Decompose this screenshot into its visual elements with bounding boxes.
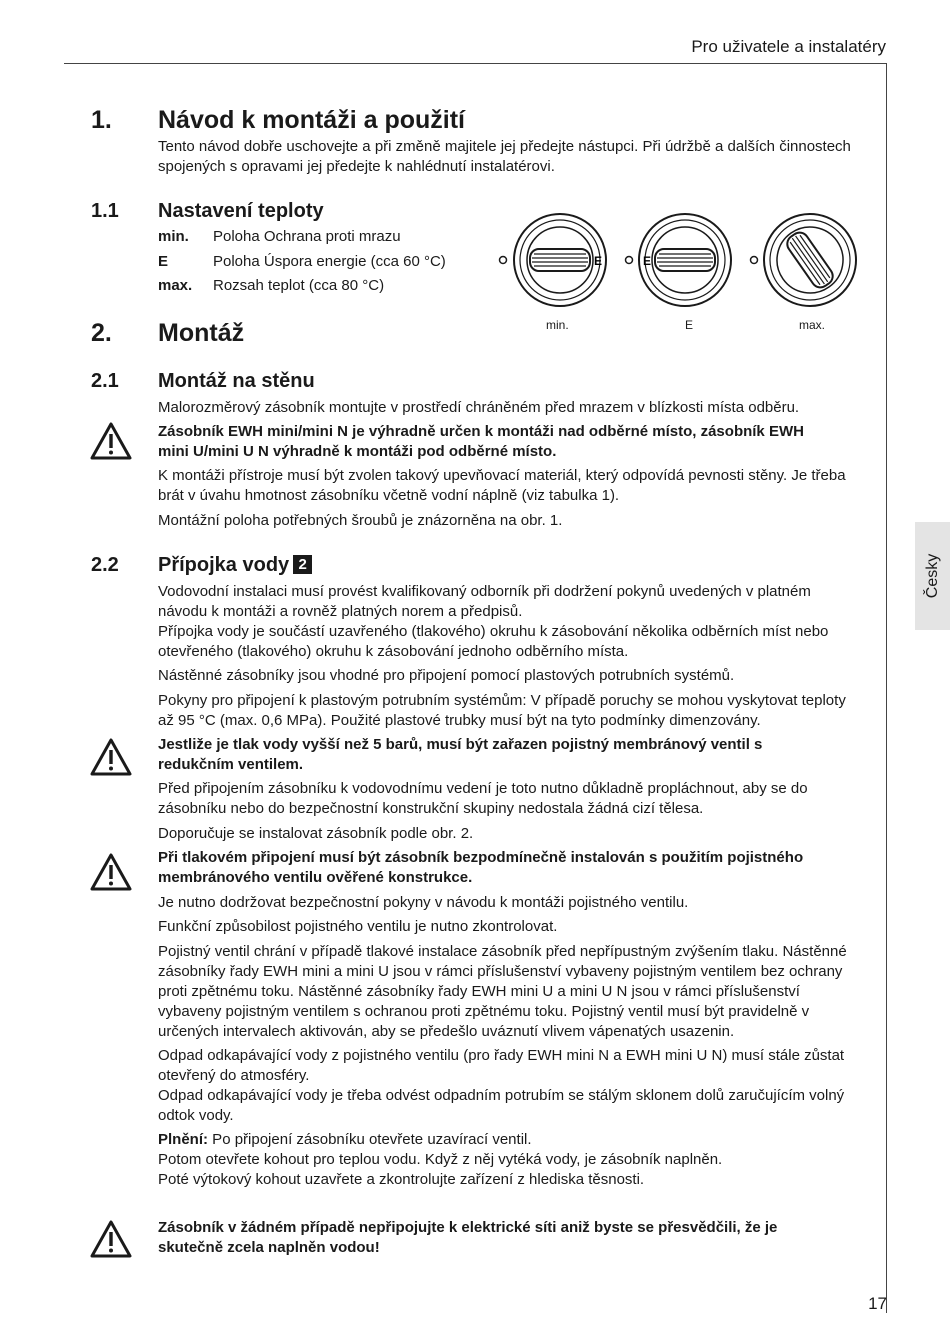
thermostat-knob-min-icon xyxy=(500,257,507,264)
section-2-1-title: Montáž na stěnu xyxy=(158,370,315,392)
right-margin-rule xyxy=(886,63,887,1313)
warning-triangle-icon xyxy=(89,1219,133,1259)
section-1-title: Návod k montáži a použití xyxy=(158,106,465,134)
section-2-number: 2. xyxy=(91,319,112,347)
section-2-1-number: 2.1 xyxy=(91,370,119,392)
figure-ref-badge: 2 xyxy=(293,555,312,574)
section-2-title: Montáž xyxy=(158,319,245,347)
filling-step-3: Poté výtokový kohout uzavřete a zkontrolujte zařízení z hlediska těsnosti. xyxy=(158,1171,645,1188)
section-2-2-para-4: Pokyny pro připojení k plastovým potrubním systémům: V případě poruchy se mohou vyskytovat teploty až 95 °C (max. 0,6 MPa). Použité plastové trubky musí být na tyto podmínky dimenzovány. xyxy=(158,692,846,729)
section-2-2-title-text: Přípojka vody xyxy=(158,554,290,576)
section-2-2-number: 2.2 xyxy=(91,554,119,576)
section-1-text: Tento návod dobře uschovejte a při změně majitele jej předejte nástupci. Při údržbě a dalších činnostech spojených s opravami jej předejte k nahlédnutí instalatérovi. xyxy=(158,138,851,175)
svg-text:E: E xyxy=(594,254,603,268)
setting-value-max: Rozsah teplot (cca 80 °C) xyxy=(213,277,385,294)
thermostat-dials-figure xyxy=(495,210,865,310)
warning-triangle-icon xyxy=(89,421,133,461)
section-2-2-para-6: Doporučuje se instalovat zásobník podle obr. 2. xyxy=(158,825,474,842)
section-2-2-para-10: Odpad odkapávající vody z pojistného ventilu (pro řady EWH mini N a EWH mini U N) musí stále zůstat otevřený do atmosféry. xyxy=(158,1047,845,1084)
warning-triangle-icon xyxy=(89,852,133,892)
setting-value-e: Poloha Úspora energie (cca 60 °C) xyxy=(213,253,446,270)
section-2-2-para-8: Funkční způsobilost pojistného ventilu je nutno zkontrolovat. xyxy=(158,918,558,935)
filling-label: Plnění: xyxy=(158,1131,209,1148)
section-2-2-warning-3: Zásobník v žádném případě nepřipojujte k elektrické síti aniž byste se přesvědčili, že je skutečně zcela naplněn vodou! xyxy=(158,1219,778,1256)
dial-label-max: max. xyxy=(799,318,826,332)
warning-triangle-icon xyxy=(89,737,133,777)
page-header: Pro uživatele a instalatéry xyxy=(691,37,886,56)
language-tab-label: Česky xyxy=(923,553,941,599)
language-tab xyxy=(915,522,950,630)
section-2-2-para-5: Před připojením zásobníku k vodovodnímu vedení je toto nutno důkladně propláchnout, aby se do zásobníku nebo do bezpečnostní konstrukční skupiny nedostala žádná cizí tělesa. xyxy=(158,780,808,817)
section-2-1-para-2: K montáži přístroje musí být zvolen takový upevňovací materiál, který odpovídá pevnosti stěny. Je třeba brát v úvahu hmotnost zásobníku včetně vodní náplně (viz tabulka 1). xyxy=(158,467,846,504)
page-number: 17 xyxy=(868,1294,887,1313)
thermostat-knob-max-icon xyxy=(751,257,758,264)
section-1-1-number: 1.1 xyxy=(91,200,119,222)
section-2-2-filling xyxy=(158,1130,863,1190)
section-1-number: 1. xyxy=(91,106,112,134)
section-2-1-warning: Zásobník EWH mini/mini N je výhradně určen k montáži nad odběrné místo, zásobník EWH mini U/mini U N výhradně k montáži pod odběrné místo. xyxy=(158,423,804,460)
section-2-2-para-11: Odpad odkapávající vody je třeba odvést odpadním potrubím se stálým sklonem dolů zaručujícím volný odtok vody. xyxy=(158,1087,845,1124)
thermostat-knob-e-icon xyxy=(626,257,633,264)
section-2-2-para-1: Vodovodní instalaci musí provést kvalifikovaný odborník při dodržení pokynů uvedených v platném návodu k montáži a rovněž platných norem a předpisů. xyxy=(158,583,811,620)
section-2-1-para-1: Malorozměrový zásobník montujte v prostředí chráněném před mrazem v blízkosti místa odběru. xyxy=(158,399,800,416)
section-2-2-warning-2: Při tlakovém připojení musí být zásobník bezpodmínečně instalován s použitím pojistného membránového ventilu ověřené konstrukce. xyxy=(158,849,804,886)
setting-key-e: E xyxy=(158,253,169,270)
svg-text:E: E xyxy=(643,254,652,268)
section-2-2-title xyxy=(158,554,312,577)
section-2-2-para-3: Nástěnné zásobníky jsou vhodné pro připojení pomocí plastových potrubních systémů. xyxy=(158,667,735,684)
setting-key-max: max. xyxy=(158,277,193,294)
section-2-1-para-3: Montážní poloha potřebných šroubů je znázorněna na obr. 1. xyxy=(158,512,563,529)
header-rule xyxy=(64,63,887,64)
setting-value-min: Poloha Ochrana proti mrazu xyxy=(213,228,401,245)
section-2-2-para-2: Přípojka vody je součástí uzavřeného (tlakového) okruhu k zásobování několika odběrních míst nebo otevřeného (tlakového) okruhu k zásobování jednoho odběrního místa. xyxy=(158,623,829,660)
section-1-1-title: Nastavení teploty xyxy=(158,200,324,222)
dial-label-e: E xyxy=(685,318,694,332)
setting-key-min: min. xyxy=(158,228,189,245)
dial-label-min: min. xyxy=(546,318,569,332)
section-2-2-warning-1: Jestliže je tlak vody vyšší než 5 barů, musí být zařazen pojistný membránový ventil s redukčním ventilem. xyxy=(158,736,763,773)
section-2-2-para-7: Je nutno dodržovat bezpečnostní pokyny v návodu k montáži pojistného ventilu. xyxy=(158,894,689,911)
filling-step-2: Potom otevřete kohout pro teplou vodu. Když z něj vytéká vody, je zásobník naplněn. xyxy=(158,1151,723,1168)
filling-step-1: Po připojení zásobníku otevřete uzavírací ventil. xyxy=(208,1131,532,1148)
section-2-2-para-9: Pojistný ventil chrání v případě tlakové instalace zásobník před nepřípustným zvýšením tlaku. Nástěnné zásobníky řady EWH mini a mini U jsou v rámci příslušenství vybaveny pojistným ventilem bez ochrany proti zpětnému toku. Nástěnné zásobníky řady EWH mini U a mini U N jsou v rámci příslušenství vybaveny pojistným ventilem s ochranou proti zpětnému toku. Pojistný ventil musí být pravidelně v určených intervalech aktivován, aby se předešlo uváznutí vlivem vápenatých usazenin. xyxy=(158,943,847,1040)
